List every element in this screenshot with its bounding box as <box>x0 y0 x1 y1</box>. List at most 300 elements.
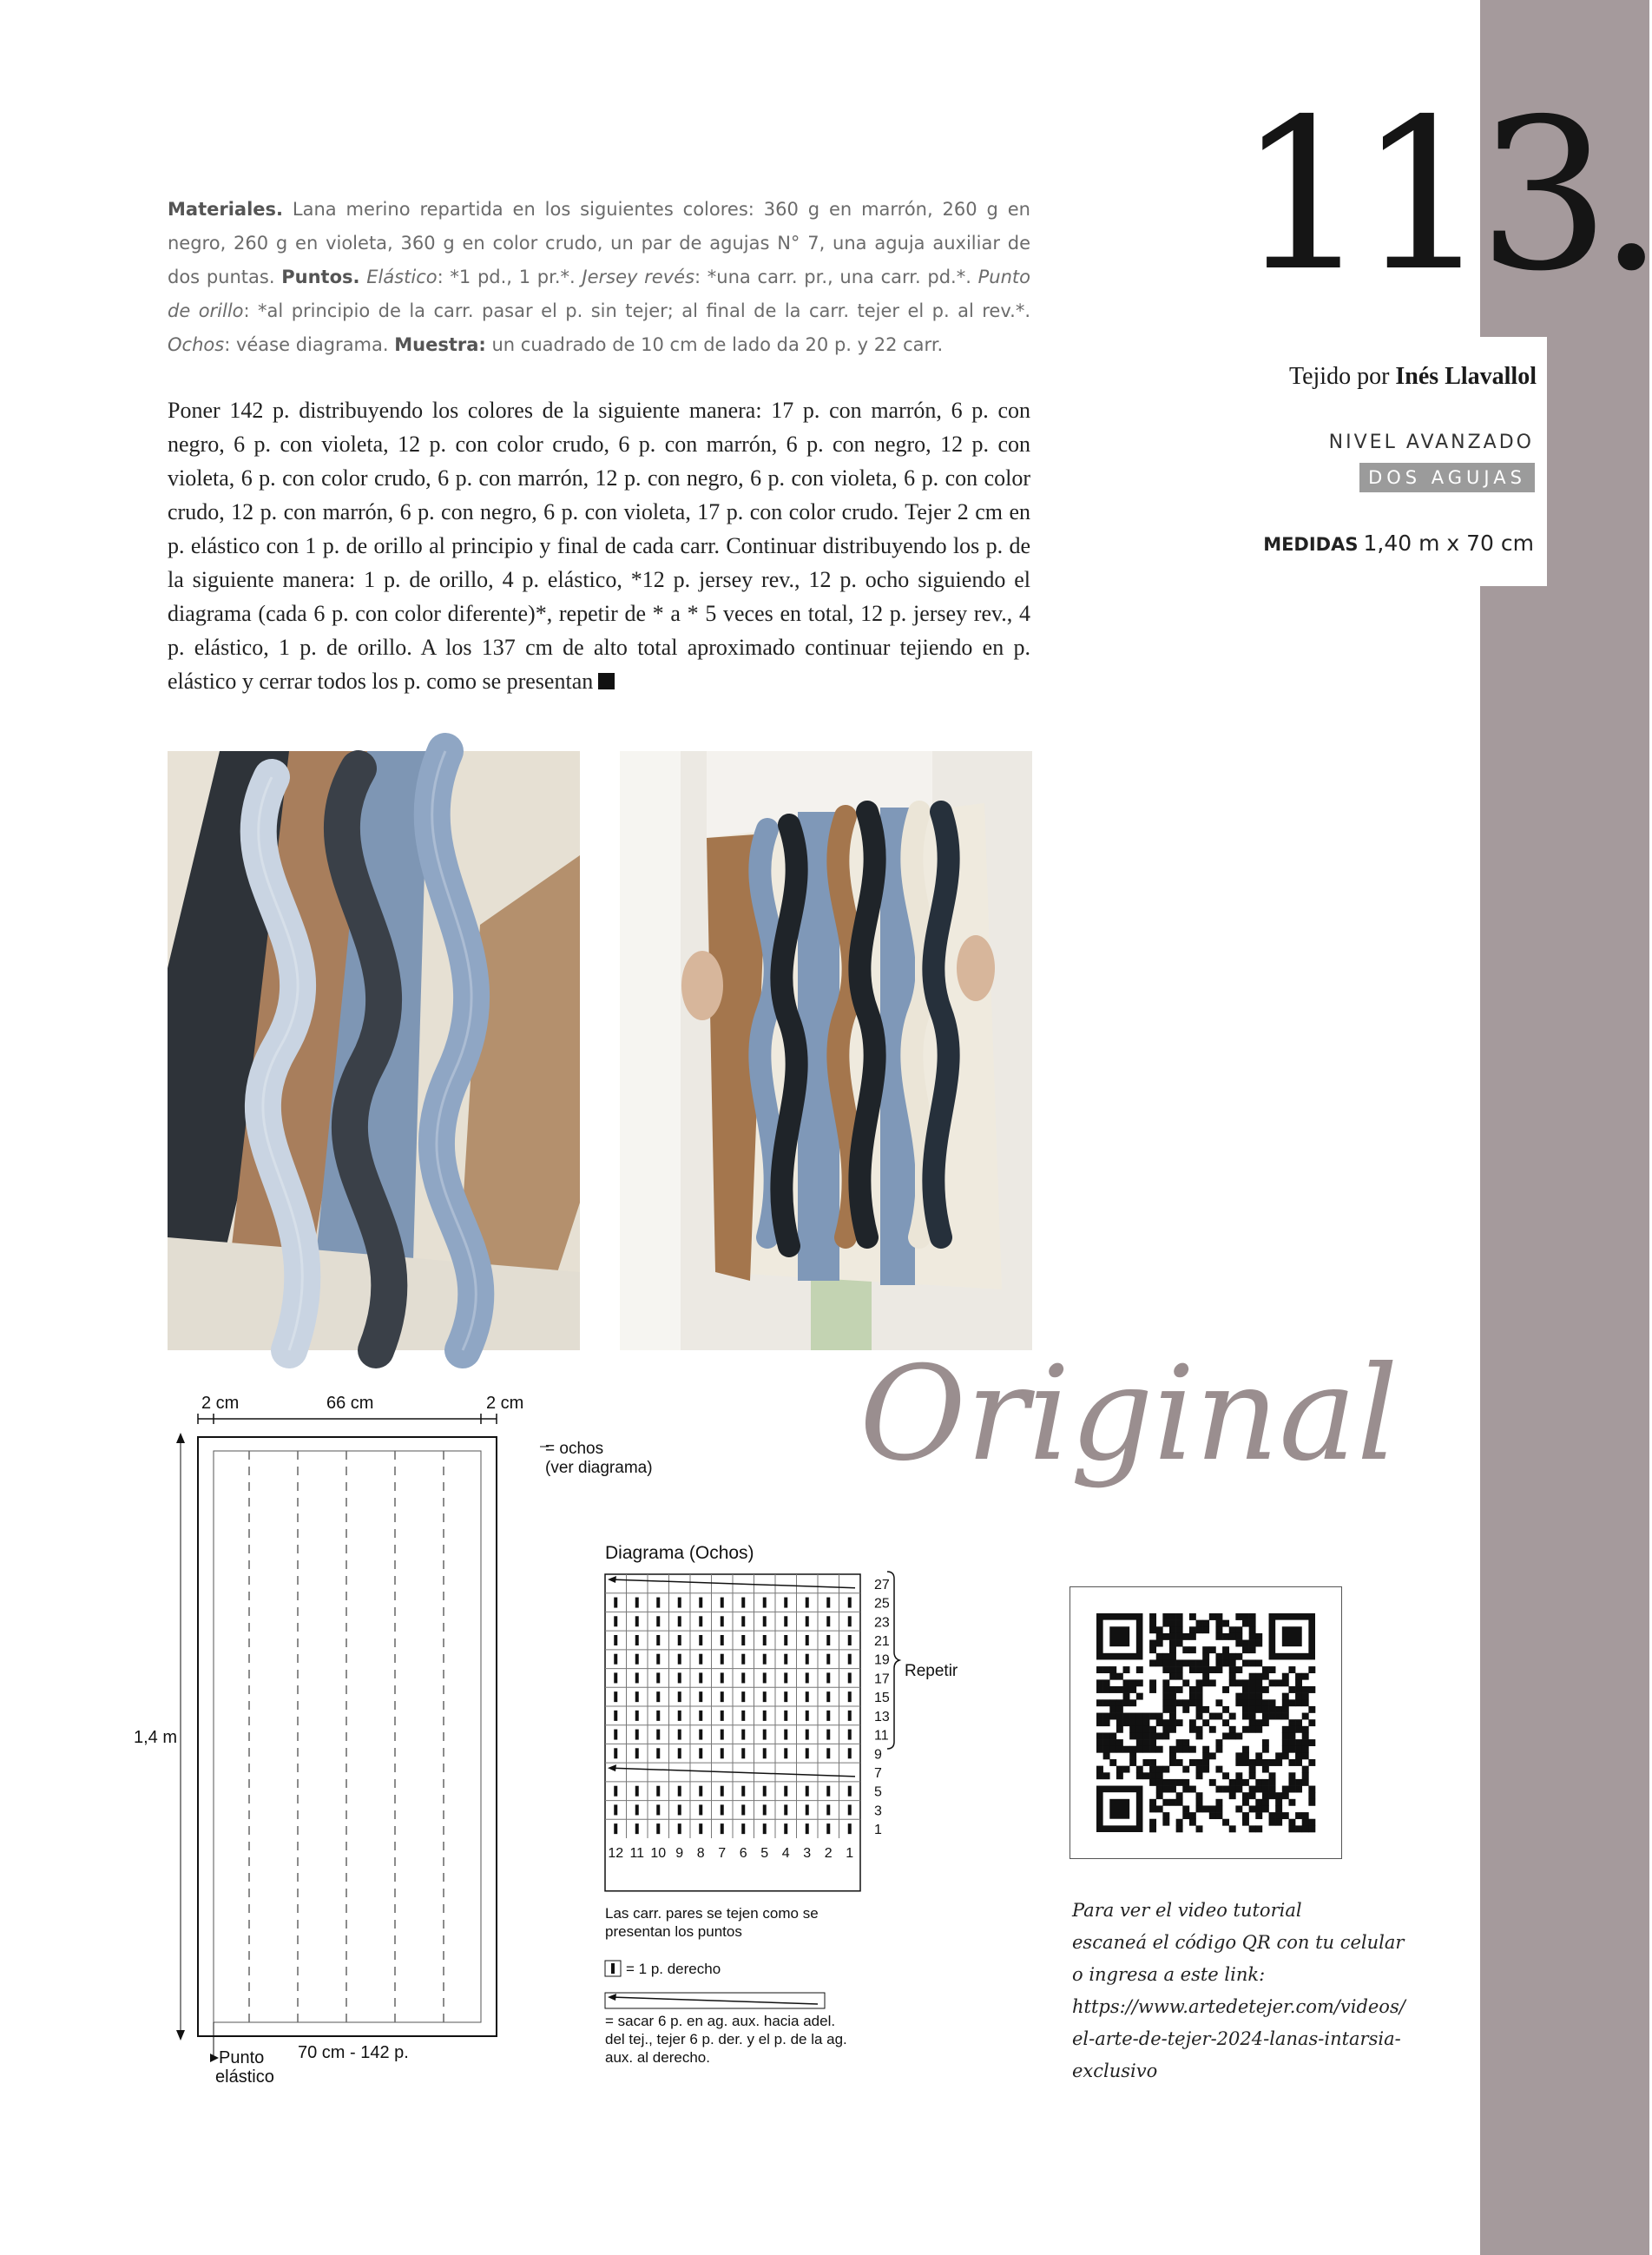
qr-module <box>1249 1759 1256 1766</box>
qr-module <box>1209 1713 1216 1720</box>
elastico-label: Elástico <box>366 267 438 287</box>
blanket-outline <box>198 1437 497 2036</box>
qr-module <box>1308 1666 1315 1673</box>
knit-stitch-mark <box>741 1616 745 1626</box>
qr-module <box>1129 1759 1136 1766</box>
stitch-number: 11 <box>629 1846 645 1861</box>
qr-module <box>1295 1719 1302 1726</box>
qr-module <box>1096 1719 1103 1726</box>
qr-module <box>1156 1779 1163 1786</box>
qr-module <box>1302 1746 1309 1753</box>
qr-module <box>1202 1653 1209 1660</box>
qr-module <box>1196 1699 1203 1706</box>
knit-stitch-mark <box>741 1654 745 1665</box>
qr-module <box>1169 1699 1176 1706</box>
qr-module <box>1288 1799 1295 1806</box>
diagram-note-2: presentan los puntos <box>605 1923 742 1940</box>
qr-module <box>1242 1799 1249 1806</box>
qr-module <box>1242 1752 1249 1759</box>
qr-module <box>1182 1786 1189 1793</box>
technique-badge: DOS AGUJAS <box>1359 463 1535 492</box>
qr-module <box>1302 1686 1309 1693</box>
qr-module <box>1189 1759 1196 1766</box>
qr-module <box>1249 1659 1256 1666</box>
knit-stitch-mark <box>763 1748 767 1758</box>
qr-module <box>1235 1772 1242 1779</box>
qr-module <box>1295 1739 1302 1746</box>
qr-module <box>1222 1659 1229 1666</box>
qr-module <box>1169 1653 1176 1660</box>
qr-module <box>1295 1673 1302 1680</box>
knit-stitch-mark <box>741 1711 745 1721</box>
knit-stitch-mark <box>741 1804 745 1815</box>
qr-module <box>1295 1786 1302 1793</box>
qr-module <box>1229 1825 1236 1832</box>
qr-module <box>1149 1799 1156 1806</box>
knit-stitch-mark <box>721 1672 724 1683</box>
knit-stitch-mark <box>656 1786 660 1797</box>
key-knit-label: = 1 p. derecho <box>626 1961 721 1977</box>
qr-module <box>1255 1719 1262 1726</box>
tutorial-link[interactable]: https://www.artedetejer.com/videos/ <box>1072 1996 1405 2017</box>
qr-module <box>1235 1613 1242 1620</box>
qr-module <box>1295 1693 1302 1700</box>
blanket-closeup-illustration <box>168 751 580 1350</box>
knit-stitch-mark <box>656 1804 660 1815</box>
qr-module <box>1103 1732 1110 1739</box>
qr-module <box>1162 1699 1169 1706</box>
knit-stitch-mark <box>784 1804 787 1815</box>
qr-module <box>1176 1666 1183 1673</box>
measures-label: MEDIDAS <box>1263 534 1359 555</box>
qr-module <box>1149 1819 1156 1826</box>
dim-height: 1,4 m <box>134 1728 178 1747</box>
qr-module <box>1103 1719 1110 1726</box>
knit-stitch-mark <box>678 1635 681 1645</box>
points-label: Puntos. <box>281 267 360 287</box>
knit-stitch-mark <box>614 1804 617 1815</box>
diagram-grid <box>605 1574 860 1891</box>
knit-stitch-mark <box>784 1748 787 1758</box>
qr-module <box>1249 1713 1256 1720</box>
qr-module <box>1295 1686 1302 1693</box>
knit-stitch-mark <box>678 1691 681 1702</box>
knit-stitch-mark <box>848 1691 852 1702</box>
qr-module <box>1302 1812 1309 1819</box>
qr-module <box>1302 1772 1309 1779</box>
knit-stitch-mark <box>721 1748 724 1758</box>
qr-module <box>1288 1759 1295 1766</box>
knit-stitch-mark <box>763 1635 767 1645</box>
qr-module <box>1149 1679 1156 1686</box>
materials-paragraph <box>168 193 1030 362</box>
qr-module <box>1255 1659 1262 1666</box>
knit-stitch-mark <box>848 1823 852 1834</box>
qr-module <box>1096 1666 1103 1673</box>
qr-module <box>1249 1706 1256 1713</box>
qr-module <box>1275 1679 1282 1686</box>
qr-module <box>1176 1746 1183 1753</box>
knit-stitch-icon <box>611 1963 615 1974</box>
knit-stitch-mark <box>763 1711 767 1721</box>
qr-module <box>1142 1726 1149 1733</box>
qr-module <box>1235 1786 1242 1793</box>
qr-module <box>1249 1792 1256 1799</box>
qr-module <box>1103 1772 1110 1779</box>
knit-stitch-mark <box>614 1616 617 1626</box>
instructions-paragraph <box>168 393 1030 698</box>
qr-module <box>1182 1659 1189 1666</box>
row-number: 15 <box>874 1691 890 1706</box>
qr-module <box>1109 1746 1116 1753</box>
qr-module <box>1162 1659 1169 1666</box>
qr-module <box>1235 1805 1242 1812</box>
qr-module <box>1229 1626 1236 1633</box>
knit-stitch-mark <box>784 1654 787 1665</box>
key-cable-line2: del tej., tejer 6 p. der. y el p. de la ag. <box>605 2031 847 2047</box>
qr-module <box>1169 1633 1176 1640</box>
qr-module <box>1288 1686 1295 1693</box>
qr-module <box>1196 1792 1203 1799</box>
qr-module <box>1162 1799 1169 1806</box>
qr-module <box>1149 1726 1156 1733</box>
qr-module <box>1209 1726 1216 1733</box>
qr-module <box>1176 1626 1183 1633</box>
tutorial-link[interactable]: el-arte-de-tejer-2024-lanas-intarsia- <box>1072 2028 1401 2049</box>
qr-module <box>1162 1620 1169 1627</box>
qr-module <box>1096 1746 1103 1753</box>
qr-module <box>1229 1732 1236 1739</box>
qr-module <box>1235 1666 1242 1673</box>
qr-module <box>1269 1713 1276 1720</box>
knit-stitch-mark <box>763 1730 767 1740</box>
qr-module <box>1169 1673 1176 1680</box>
blanket-held-illustration <box>620 751 1032 1350</box>
qr-module <box>1229 1633 1236 1640</box>
knit-stitch-mark <box>614 1691 617 1702</box>
qr-module <box>1156 1786 1163 1793</box>
qr-module <box>1169 1659 1176 1666</box>
qr-module <box>1116 1772 1123 1779</box>
qr-module <box>1249 1613 1256 1620</box>
qr-module <box>1103 1666 1110 1673</box>
qr-module <box>1288 1666 1295 1673</box>
qr-module <box>1123 1666 1130 1673</box>
knit-stitch-mark <box>635 1654 639 1665</box>
knit-stitch-mark <box>614 1672 617 1683</box>
qr-module <box>1096 1739 1103 1746</box>
qr-module <box>1136 1679 1143 1686</box>
qr-module <box>1162 1706 1169 1713</box>
dim-bottom-width: 70 cm - 142 p. <box>298 2043 409 2062</box>
qr-module <box>1129 1726 1136 1733</box>
knit-stitch-mark <box>678 1711 681 1721</box>
qr-module <box>1229 1786 1236 1793</box>
qr-module <box>1308 1719 1315 1726</box>
qr-module <box>1096 1679 1103 1686</box>
measures-value: 1,40 m x 70 cm <box>1363 531 1534 556</box>
qr-module <box>1176 1759 1183 1766</box>
qr-module <box>1308 1825 1315 1832</box>
qr-module <box>1136 1713 1143 1720</box>
qr-module <box>1202 1746 1209 1753</box>
legend-ochos: = ochos <box>545 1440 604 1458</box>
qr-module <box>1235 1653 1242 1660</box>
knit-stitch-mark <box>826 1598 830 1608</box>
qr-module <box>1123 1713 1130 1720</box>
qr-module <box>1262 1786 1269 1793</box>
qr-module <box>1169 1620 1176 1627</box>
qr-module <box>1302 1819 1309 1826</box>
knit-stitch-mark <box>699 1635 702 1645</box>
qr-module <box>1149 1640 1156 1647</box>
qr-module <box>1282 1673 1289 1680</box>
qr-module <box>1242 1792 1249 1799</box>
knit-stitch-mark <box>656 1823 660 1834</box>
qr-module <box>1169 1746 1176 1753</box>
qr-module <box>1176 1640 1183 1647</box>
qr-module <box>1136 1732 1143 1739</box>
qr-module <box>1196 1772 1203 1779</box>
knit-stitch-mark <box>721 1711 724 1721</box>
knit-stitch-mark <box>806 1616 809 1626</box>
knit-stitch-mark <box>721 1598 724 1608</box>
qr-module <box>1302 1699 1309 1706</box>
ochos-label: Ochos <box>168 334 225 355</box>
qr-module <box>1116 1673 1123 1680</box>
knit-stitch-mark <box>806 1804 809 1815</box>
materials-label: Materiales. <box>168 199 283 220</box>
original-script-text: Original <box>859 1339 1399 1490</box>
knit-stitch-mark <box>699 1616 702 1626</box>
qr-module <box>1196 1799 1203 1806</box>
knit-stitch-mark <box>614 1635 617 1645</box>
stitch-number: 12 <box>608 1846 624 1861</box>
qr-module <box>1262 1666 1269 1673</box>
qr-module <box>1202 1626 1209 1633</box>
knit-stitch-mark <box>848 1786 852 1797</box>
qr-module <box>1149 1739 1156 1746</box>
qr-module <box>1288 1825 1295 1832</box>
knit-stitch-mark <box>763 1598 767 1608</box>
knit-stitch-mark <box>635 1730 639 1740</box>
jersey-label: Jersey revés <box>582 267 695 287</box>
qr-module <box>1282 1786 1289 1793</box>
stitch-number: 8 <box>696 1846 705 1861</box>
qr-module <box>1116 1746 1123 1753</box>
qr-module <box>1176 1633 1183 1640</box>
qr-module <box>1109 1706 1116 1713</box>
qr-module <box>1109 1686 1116 1693</box>
qr-module <box>1255 1759 1262 1766</box>
qr-module <box>1242 1726 1249 1733</box>
qr-module <box>1302 1713 1309 1720</box>
qr-module <box>1308 1819 1315 1826</box>
qr-code-svg[interactable] <box>1070 1587 1341 1858</box>
qr-module <box>1269 1699 1276 1706</box>
qr-module <box>1156 1719 1163 1726</box>
qr-module <box>1255 1805 1262 1812</box>
qr-module <box>1229 1659 1236 1666</box>
dim-edge-left: 2 cm <box>201 1394 240 1413</box>
knit-stitch-mark <box>806 1598 809 1608</box>
knit-stitch-mark <box>678 1616 681 1626</box>
orillo-text: : *al principio de la carr. pasar el p. sin tejer; al final de la carr. tejer el p. al rev.*. <box>243 300 1030 321</box>
tutorial-link[interactable]: exclusivo <box>1072 2060 1158 2081</box>
knit-stitch-mark <box>635 1786 639 1797</box>
qr-module <box>1282 1732 1289 1739</box>
qr-module <box>1103 1746 1110 1753</box>
qr-module <box>1196 1659 1203 1666</box>
qr-module <box>1182 1779 1189 1786</box>
qr-module <box>1202 1752 1209 1759</box>
qr-module <box>1209 1779 1216 1786</box>
knit-stitch-mark <box>678 1598 681 1608</box>
qr-module <box>1162 1653 1169 1660</box>
knit-stitch-mark <box>614 1654 617 1665</box>
qr-module <box>1096 1732 1103 1739</box>
knit-stitch-mark <box>741 1748 745 1758</box>
end-square-icon <box>598 673 615 689</box>
qr-module <box>1295 1779 1302 1786</box>
qr-module <box>1262 1792 1269 1799</box>
qr-module <box>1109 1699 1116 1706</box>
qr-module <box>1196 1626 1203 1633</box>
qr-module <box>1282 1746 1289 1753</box>
qr-module <box>1229 1666 1236 1673</box>
qr-module <box>1269 1759 1276 1766</box>
qr-module <box>1249 1640 1256 1647</box>
qr-module <box>1176 1779 1183 1786</box>
knit-stitch-mark <box>826 1616 830 1626</box>
qr-module <box>1222 1646 1229 1653</box>
qr-module <box>1202 1620 1209 1627</box>
qr-module <box>1255 1686 1262 1693</box>
knit-stitch-mark <box>635 1635 639 1645</box>
qr-module <box>1242 1613 1249 1620</box>
qr-module <box>1176 1686 1183 1693</box>
qr-module <box>1275 1805 1282 1812</box>
qr-module <box>1302 1739 1309 1746</box>
qr-module <box>1222 1686 1229 1693</box>
knit-stitch-mark <box>763 1823 767 1834</box>
qr-module <box>1255 1726 1262 1733</box>
qr-module <box>1269 1679 1276 1686</box>
qr-module <box>1196 1726 1203 1733</box>
qr-module <box>1215 1699 1222 1706</box>
qr-module <box>1262 1739 1269 1746</box>
qr-module <box>1222 1706 1229 1713</box>
qr-module <box>1103 1686 1110 1693</box>
knit-stitch-mark <box>806 1672 809 1683</box>
qr-module <box>1222 1653 1229 1660</box>
qr-module <box>1189 1693 1196 1700</box>
qr-module <box>1196 1679 1203 1686</box>
knit-stitch-mark <box>784 1616 787 1626</box>
qr-module <box>1169 1726 1176 1733</box>
qr-module <box>1235 1732 1242 1739</box>
qr-module <box>1275 1799 1282 1806</box>
qr-module <box>1262 1713 1269 1720</box>
qr-module <box>1096 1699 1103 1706</box>
knit-stitch-mark <box>763 1672 767 1683</box>
knit-stitch-mark <box>614 1598 617 1608</box>
knit-stitch-mark <box>784 1598 787 1608</box>
knit-stitch-mark <box>741 1691 745 1702</box>
qr-module <box>1169 1686 1176 1693</box>
qr-module <box>1176 1659 1183 1666</box>
knit-stitch-mark <box>721 1823 724 1834</box>
qr-module <box>1282 1679 1289 1686</box>
qr-module <box>1249 1646 1256 1653</box>
qr-module <box>1182 1699 1189 1706</box>
qr-module <box>1189 1633 1196 1640</box>
qr-module <box>1282 1693 1289 1700</box>
qr-module <box>1215 1739 1222 1746</box>
ochos-text: : véase diagrama. <box>224 334 389 355</box>
qr-module <box>1142 1732 1149 1739</box>
knit-stitch-mark <box>635 1804 639 1815</box>
qr-module <box>1109 1732 1116 1739</box>
qr-module <box>1235 1759 1242 1766</box>
qr-module <box>1162 1779 1169 1786</box>
knit-stitch-mark <box>763 1654 767 1665</box>
qr-code[interactable] <box>1070 1586 1342 1859</box>
qr-module <box>1136 1666 1143 1673</box>
qr-module <box>1262 1799 1269 1806</box>
qr-module <box>1149 1620 1156 1627</box>
sample-label: Muestra: <box>394 334 486 355</box>
rib-pointer-arrow <box>210 2054 219 2062</box>
qr-module <box>1229 1779 1236 1786</box>
qr-module <box>1123 1679 1130 1686</box>
knit-stitch-mark <box>678 1786 681 1797</box>
qr-module <box>1262 1759 1269 1766</box>
qr-module <box>1129 1719 1136 1726</box>
qr-module <box>1202 1706 1209 1713</box>
qr-module <box>1242 1659 1249 1666</box>
stitch-number: 2 <box>824 1846 833 1861</box>
qr-module <box>1129 1686 1136 1693</box>
diagram-row-numbers <box>874 1578 890 1837</box>
qr-module <box>1249 1679 1256 1686</box>
qr-module <box>1308 1799 1315 1806</box>
knit-stitch-mark <box>826 1804 830 1815</box>
knit-stitch-mark <box>614 1786 617 1797</box>
knit-stitch-mark <box>699 1711 702 1721</box>
qr-module <box>1182 1805 1189 1812</box>
qr-module <box>1196 1805 1203 1812</box>
qr-module <box>1169 1693 1176 1700</box>
qr-module <box>1196 1766 1203 1773</box>
stitch-number: 1 <box>846 1846 854 1861</box>
qr-module <box>1196 1713 1203 1720</box>
qr-module <box>1295 1825 1302 1832</box>
knit-stitch-mark <box>699 1804 702 1815</box>
knit-stitch-mark <box>699 1598 702 1608</box>
qr-module <box>1142 1713 1149 1720</box>
qr-module <box>1242 1646 1249 1653</box>
knit-stitch-mark <box>784 1672 787 1683</box>
qr-module <box>1169 1713 1176 1720</box>
knit-stitch-mark <box>699 1823 702 1834</box>
qr-module <box>1176 1613 1183 1620</box>
knit-stitch-mark <box>678 1730 681 1740</box>
qr-module <box>1308 1786 1315 1793</box>
qr-module <box>1189 1746 1196 1753</box>
qr-module <box>1149 1626 1156 1633</box>
qr-module <box>1302 1726 1309 1733</box>
